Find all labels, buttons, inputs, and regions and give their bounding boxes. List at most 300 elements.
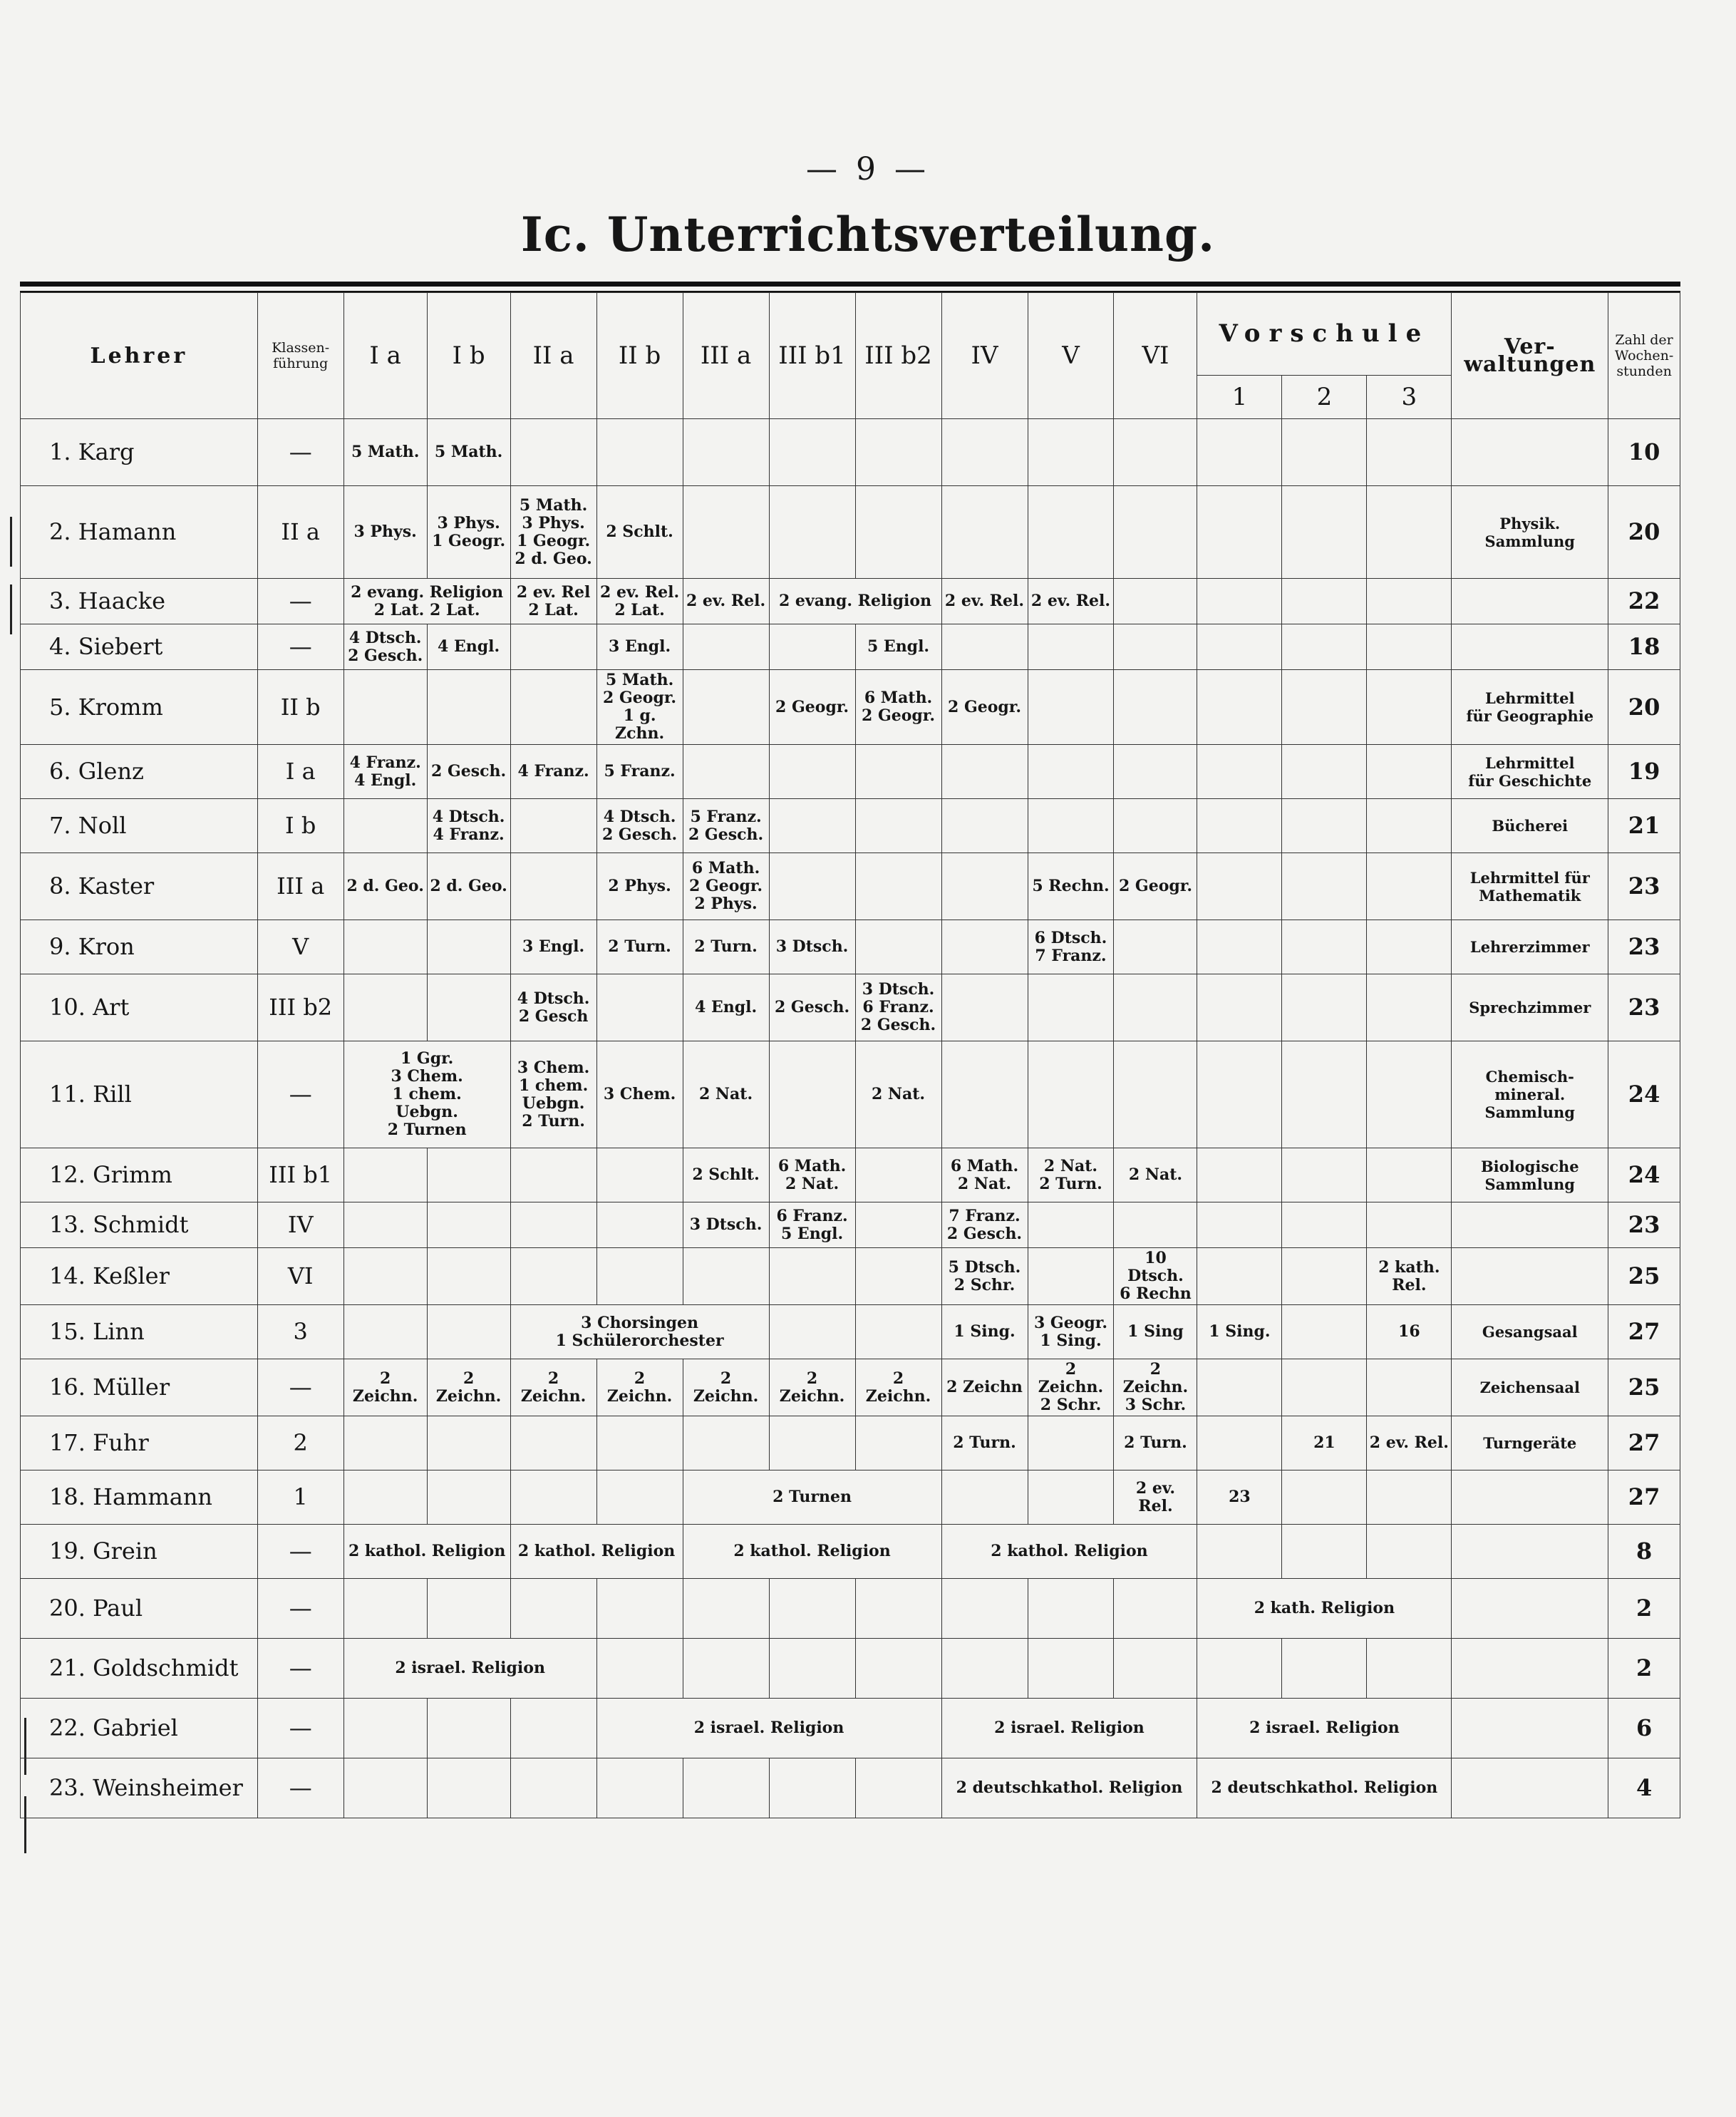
administration-cell: Sprechzimmer (1452, 974, 1608, 1041)
lesson-cell: 2 Turn. (1114, 1416, 1197, 1470)
lesson-cell (941, 1639, 1028, 1699)
weekly-hours: 23 (1608, 920, 1680, 974)
margin-mark (10, 517, 12, 567)
table-row (21, 1416, 1680, 1470)
lesson-cell (427, 920, 510, 974)
lesson-cell: 6 Dtsch. 7 Franz. (1028, 920, 1114, 974)
administration-cell: Lehrmittel für Mathematik (1452, 853, 1608, 920)
lesson-cell (1197, 579, 1282, 624)
lesson-cell (510, 419, 596, 486)
administration-cell: Lehrmittel für Geschichte (1452, 745, 1608, 799)
header-vorschule-3: 3 (1367, 376, 1452, 419)
class-lead: — (257, 1699, 343, 1758)
teacher-name: 21. Goldschmidt (21, 1639, 258, 1699)
lesson-cell (596, 1202, 683, 1248)
class-lead: — (257, 1579, 343, 1639)
lesson-cell (1367, 974, 1452, 1041)
lesson-cell (855, 1639, 941, 1699)
lesson-cell: 3 Dtsch. (769, 920, 855, 974)
lesson-cell (1197, 1416, 1282, 1470)
table-row (21, 1579, 1680, 1639)
lesson-cell (769, 486, 855, 579)
lesson-cell (1028, 1041, 1114, 1148)
table-body (21, 419, 1680, 1818)
header-class: II a (510, 293, 596, 419)
lesson-cell: 16 (1367, 1305, 1452, 1359)
class-lead: I b (257, 799, 343, 853)
lesson-cell (941, 1470, 1028, 1525)
lesson-cell: 23 (1197, 1470, 1282, 1525)
class-lead: — (257, 1041, 343, 1148)
lesson-cell (1197, 1202, 1282, 1248)
weekly-hours: 8 (1608, 1525, 1680, 1579)
lesson-cell (1282, 974, 1367, 1041)
administration-cell (1452, 1470, 1608, 1525)
weekly-hours: 22 (1608, 579, 1680, 624)
lesson-cell: 5 Rechn. (1028, 853, 1114, 920)
teacher-name: 18. Hammann (21, 1470, 258, 1525)
lesson-cell (1197, 974, 1282, 1041)
lesson-cell (1197, 745, 1282, 799)
lesson-cell (855, 1416, 941, 1470)
teacher-name: 17. Fuhr (21, 1416, 258, 1470)
lesson-cell (1367, 1470, 1452, 1525)
class-lead: V (257, 920, 343, 974)
teacher-name: 3. Haacke (21, 579, 258, 624)
lesson-cell: 2 israel. Religion (1197, 1699, 1452, 1758)
header-class: I b (427, 293, 510, 419)
header-verwaltungen: Ver- waltungen (1452, 293, 1608, 419)
lesson-cell (1282, 1359, 1367, 1416)
lesson-cell (1114, 1041, 1197, 1148)
lesson-cell: 4 Engl. (683, 974, 769, 1041)
lesson-cell: 1 Sing. (941, 1305, 1028, 1359)
lesson-cell (1197, 1639, 1282, 1699)
lesson-cell (769, 1248, 855, 1305)
lesson-cell (510, 799, 596, 853)
lesson-cell: 3 Dtsch. 6 Franz. 2 Gesch. (855, 974, 941, 1041)
weekly-hours: 27 (1608, 1305, 1680, 1359)
lesson-cell (1282, 1470, 1367, 1525)
header-class: I a (343, 293, 427, 419)
lesson-cell: 2 israel. Religion (941, 1699, 1197, 1758)
lesson-cell (510, 1579, 596, 1639)
class-lead: VI (257, 1248, 343, 1305)
teacher-name: 15. Linn (21, 1305, 258, 1359)
lesson-cell: 2 Zeichn. 2 Schr. (1028, 1359, 1114, 1416)
lesson-cell (596, 1470, 683, 1525)
lesson-cell (343, 1202, 427, 1248)
table-row (21, 1525, 1680, 1579)
lesson-cell (1197, 799, 1282, 853)
class-lead: I a (257, 745, 343, 799)
lesson-cell (769, 853, 855, 920)
lesson-cell (683, 419, 769, 486)
lesson-cell (683, 1758, 769, 1818)
margin-mark (10, 584, 12, 634)
title-rule (20, 282, 1680, 287)
lesson-cell (1197, 1248, 1282, 1305)
lesson-cell (683, 486, 769, 579)
lesson-cell (1028, 1202, 1114, 1248)
administration-cell (1452, 1579, 1608, 1639)
lesson-cell (855, 1579, 941, 1639)
class-lead: III b1 (257, 1148, 343, 1202)
lesson-cell: 2 Gesch. (427, 745, 510, 799)
table-row (21, 1758, 1680, 1818)
lesson-cell (1114, 670, 1197, 745)
header-class: VI (1114, 293, 1197, 419)
lesson-cell (343, 1248, 427, 1305)
table-row (21, 419, 1680, 486)
lesson-cell (343, 1699, 427, 1758)
lesson-cell (1114, 799, 1197, 853)
lesson-cell: 4 Dtsch. 2 Gesch. (596, 799, 683, 853)
administration-cell: Biologische Sammlung (1452, 1148, 1608, 1202)
weekly-hours: 19 (1608, 745, 1680, 799)
lesson-cell (1282, 579, 1367, 624)
lesson-cell: 2 ev. Rel 2 Lat. (510, 579, 596, 624)
lesson-cell (1282, 1639, 1367, 1699)
lesson-cell (1197, 920, 1282, 974)
lesson-cell: 2 ev. Rel. (1367, 1416, 1452, 1470)
lesson-cell: 2 d. Geo. (427, 853, 510, 920)
lesson-cell: 3 Chorsingen 1 Schülerorchester (510, 1305, 769, 1359)
table-row (21, 670, 1680, 745)
lesson-cell (596, 419, 683, 486)
administration-cell (1452, 579, 1608, 624)
class-lead: II b (257, 670, 343, 745)
lesson-cell: 2 Zeichn. (596, 1359, 683, 1416)
lesson-cell (683, 1416, 769, 1470)
class-lead: — (257, 419, 343, 486)
teacher-name: 5. Kromm (21, 670, 258, 745)
lesson-cell (1028, 1416, 1114, 1470)
lesson-cell (683, 1248, 769, 1305)
lesson-cell (1197, 1041, 1282, 1148)
teacher-name: 2. Hamann (21, 486, 258, 579)
lesson-cell: 2 israel. Religion (596, 1699, 941, 1758)
lesson-cell: 6 Franz. 5 Engl. (769, 1202, 855, 1248)
lesson-cell (1114, 974, 1197, 1041)
lesson-cell (1114, 920, 1197, 974)
lesson-cell: 3 Engl. (510, 920, 596, 974)
lesson-cell: 5 Engl. (855, 624, 941, 670)
lesson-cell: 2 ev. Rel. (1114, 1470, 1197, 1525)
distribution-table-wrapper (20, 292, 1680, 1917)
lesson-cell (855, 1758, 941, 1818)
weekly-hours: 25 (1608, 1248, 1680, 1305)
administration-cell (1452, 1248, 1608, 1305)
lesson-cell: 6 Math. 2 Nat. (941, 1148, 1028, 1202)
lesson-cell (343, 1416, 427, 1470)
table-row (21, 486, 1680, 579)
table-row (21, 1248, 1680, 1305)
lesson-cell (1282, 486, 1367, 579)
class-lead: — (257, 1639, 343, 1699)
class-lead: — (257, 624, 343, 670)
lesson-cell (769, 419, 855, 486)
class-lead: 2 (257, 1416, 343, 1470)
lesson-cell (427, 974, 510, 1041)
lesson-cell: 5 Math. (343, 419, 427, 486)
lesson-cell (1367, 670, 1452, 745)
header-class: III b1 (769, 293, 855, 419)
lesson-cell: 2 kathol. Religion (510, 1525, 683, 1579)
teacher-name: 10. Art (21, 974, 258, 1041)
lesson-cell: 4 Dtsch. 2 Gesch (510, 974, 596, 1041)
lesson-cell: 2 ev. Rel. (1028, 579, 1114, 624)
table-row (21, 1470, 1680, 1525)
teacher-name: 19. Grein (21, 1525, 258, 1579)
administration-cell: Zeichensaal (1452, 1359, 1608, 1416)
lesson-cell (855, 1305, 941, 1359)
lesson-cell: 2 Zeichn. (769, 1359, 855, 1416)
lesson-cell: 2 Schlt. (596, 486, 683, 579)
teacher-name: 6. Glenz (21, 745, 258, 799)
lesson-cell (343, 1470, 427, 1525)
lesson-cell: 2 Turnen (683, 1470, 941, 1525)
header-vorschule-2: 2 (1282, 376, 1367, 419)
lesson-cell: 2 Nat. (1114, 1148, 1197, 1202)
lesson-cell (1197, 624, 1282, 670)
lesson-cell (1282, 1525, 1367, 1579)
lesson-cell (1282, 419, 1367, 486)
lesson-cell: 2 Gesch. (769, 974, 855, 1041)
lesson-cell (1028, 1470, 1114, 1525)
table-row (21, 920, 1680, 974)
lesson-cell: 10 Dtsch. 6 Rechn (1114, 1248, 1197, 1305)
lesson-cell: 2 Zeichn (941, 1359, 1028, 1416)
lesson-cell (769, 1639, 855, 1699)
distribution-table (20, 292, 1680, 1818)
lesson-cell (1114, 624, 1197, 670)
lesson-cell: 2 ev. Rel. 2 Lat. (596, 579, 683, 624)
administration-cell: Gesangsaal (1452, 1305, 1608, 1359)
lesson-cell (1028, 419, 1114, 486)
lesson-cell (1197, 1148, 1282, 1202)
administration-cell: Turngeräte (1452, 1416, 1608, 1470)
table-row (21, 974, 1680, 1041)
teacher-name: 14. Keßler (21, 1248, 258, 1305)
lesson-cell (1367, 579, 1452, 624)
lesson-cell (941, 745, 1028, 799)
lesson-cell (1028, 1248, 1114, 1305)
teacher-name: 9. Kron (21, 920, 258, 974)
lesson-cell: 2 Zeichn. (510, 1359, 596, 1416)
table-row (21, 1639, 1680, 1699)
lesson-cell: 2 Zeichn. (855, 1359, 941, 1416)
lesson-cell (1367, 486, 1452, 579)
lesson-cell (1028, 1639, 1114, 1699)
lesson-cell (1282, 670, 1367, 745)
header-wochenstunden: Zahl der Wochen- stunden (1608, 293, 1680, 419)
lesson-cell: 2 Geogr. (941, 670, 1028, 745)
lesson-cell (510, 1758, 596, 1818)
lesson-cell (1282, 1041, 1367, 1148)
lesson-cell (427, 1579, 510, 1639)
lesson-cell (596, 974, 683, 1041)
administration-cell: Bücherei (1452, 799, 1608, 853)
lesson-cell (1028, 624, 1114, 670)
lesson-cell (1028, 486, 1114, 579)
lesson-cell (1367, 920, 1452, 974)
lesson-cell (1282, 1305, 1367, 1359)
lesson-cell (1367, 853, 1452, 920)
lesson-cell: 2 Turn. (596, 920, 683, 974)
administration-cell: Chemisch- mineral. Sammlung (1452, 1041, 1608, 1148)
lesson-cell: 2 kathol. Religion (941, 1525, 1197, 1579)
lesson-cell (769, 1305, 855, 1359)
lesson-cell (1114, 1202, 1197, 1248)
lesson-cell (769, 1758, 855, 1818)
lesson-cell (1197, 1525, 1282, 1579)
teacher-name: 13. Schmidt (21, 1202, 258, 1248)
lesson-cell (427, 1470, 510, 1525)
lesson-cell (427, 670, 510, 745)
lesson-cell: 2 kath. Religion (1197, 1579, 1452, 1639)
lesson-cell (1367, 745, 1452, 799)
administration-cell (1452, 1639, 1608, 1699)
lesson-cell (1367, 1041, 1452, 1148)
table-row (21, 624, 1680, 670)
administration-cell (1452, 1699, 1608, 1758)
lesson-cell (427, 1202, 510, 1248)
lesson-cell (1114, 486, 1197, 579)
lesson-cell (1028, 745, 1114, 799)
lesson-cell (855, 1248, 941, 1305)
lesson-cell: 2 evang. Religion 2 Lat. 2 Lat. (343, 579, 510, 624)
lesson-cell (769, 624, 855, 670)
weekly-hours: 23 (1608, 974, 1680, 1041)
lesson-cell (855, 1202, 941, 1248)
lesson-cell: 5 Franz. 2 Gesch. (683, 799, 769, 853)
lesson-cell (941, 419, 1028, 486)
lesson-cell: 5 Math. 2 Geogr. 1 g. Zchn. (596, 670, 683, 745)
lesson-cell (510, 1148, 596, 1202)
lesson-cell: 2 Turn. (941, 1416, 1028, 1470)
lesson-cell: 2 ev. Rel. (941, 579, 1028, 624)
lesson-cell (1282, 1148, 1367, 1202)
lesson-cell (427, 1699, 510, 1758)
administration-cell: Physik. Sammlung (1452, 486, 1608, 579)
lesson-cell (510, 1699, 596, 1758)
lesson-cell (596, 1758, 683, 1818)
lesson-cell (427, 1248, 510, 1305)
header-vorschule: Vorschule (1197, 293, 1452, 376)
lesson-cell (596, 1416, 683, 1470)
administration-cell (1452, 624, 1608, 670)
lesson-cell (683, 745, 769, 799)
lesson-cell (510, 1248, 596, 1305)
lesson-cell: 2 Zeichn. (427, 1359, 510, 1416)
header-vorschule-1: 1 (1197, 376, 1282, 419)
lesson-cell: 3 Geogr. 1 Sing. (1028, 1305, 1114, 1359)
lesson-cell (510, 670, 596, 745)
lesson-cell (1367, 624, 1452, 670)
lesson-cell: 7 Franz. 2 Gesch. (941, 1202, 1028, 1248)
lesson-cell: 3 Chem. 1 chem. Uebgn. 2 Turn. (510, 1041, 596, 1148)
weekly-hours: 27 (1608, 1470, 1680, 1525)
lesson-cell (941, 1579, 1028, 1639)
lesson-cell (1114, 1579, 1197, 1639)
lesson-cell: 4 Engl. (427, 624, 510, 670)
lesson-cell (1114, 579, 1197, 624)
lesson-cell: 6 Math. 2 Geogr. 2 Phys. (683, 853, 769, 920)
lesson-cell (510, 853, 596, 920)
lesson-cell (769, 1041, 855, 1148)
lesson-cell: 4 Dtsch. 2 Gesch. (343, 624, 427, 670)
lesson-cell: 21 (1282, 1416, 1367, 1470)
lesson-cell: 2 Turn. (683, 920, 769, 974)
administration-cell: Lehrerzimmer (1452, 920, 1608, 974)
lesson-cell (510, 1202, 596, 1248)
lesson-cell: 3 Phys. 1 Geogr. (427, 486, 510, 579)
header-class: II b (596, 293, 683, 419)
lesson-cell (596, 1579, 683, 1639)
lesson-cell (510, 1416, 596, 1470)
lesson-cell: 2 Nat. (683, 1041, 769, 1148)
weekly-hours: 4 (1608, 1758, 1680, 1818)
lesson-cell (596, 1639, 683, 1699)
teacher-name: 8. Kaster (21, 853, 258, 920)
class-lead: 1 (257, 1470, 343, 1525)
lesson-cell (855, 1148, 941, 1202)
lesson-cell (343, 670, 427, 745)
teacher-name: 4. Siebert (21, 624, 258, 670)
lesson-cell (1282, 920, 1367, 974)
class-lead: IV (257, 1202, 343, 1248)
lesson-cell (343, 920, 427, 974)
lesson-cell: 4 Franz. 4 Engl. (343, 745, 427, 799)
lesson-cell: 5 Dtsch. 2 Schr. (941, 1248, 1028, 1305)
weekly-hours: 2 (1608, 1639, 1680, 1699)
lesson-cell (941, 920, 1028, 974)
lesson-cell (510, 624, 596, 670)
table-row (21, 799, 1680, 853)
weekly-hours: 27 (1608, 1416, 1680, 1470)
lesson-cell: 4 Dtsch. 4 Franz. (427, 799, 510, 853)
lesson-cell (855, 419, 941, 486)
lesson-cell (343, 974, 427, 1041)
lesson-cell (941, 853, 1028, 920)
header-class: V (1028, 293, 1114, 419)
lesson-cell (1114, 1639, 1197, 1699)
lesson-cell (683, 624, 769, 670)
lesson-cell (769, 1579, 855, 1639)
lesson-cell: 2 evang. Religion (769, 579, 941, 624)
lesson-cell: 5 Math. 3 Phys. 1 Geogr. 2 d. Geo. (510, 486, 596, 579)
table-row (21, 1148, 1680, 1202)
weekly-hours: 25 (1608, 1359, 1680, 1416)
lesson-cell (1028, 670, 1114, 745)
administration-cell (1452, 419, 1608, 486)
lesson-cell: 1 Sing. (1197, 1305, 1282, 1359)
lesson-cell (683, 1579, 769, 1639)
lesson-cell: 4 Franz. (510, 745, 596, 799)
lesson-cell (769, 1416, 855, 1470)
teacher-name: 1. Karg (21, 419, 258, 486)
lesson-cell (1114, 745, 1197, 799)
lesson-cell (510, 1470, 596, 1525)
lesson-cell (1028, 974, 1114, 1041)
lesson-cell (1197, 1359, 1282, 1416)
header-class: III b2 (855, 293, 941, 419)
weekly-hours: 21 (1608, 799, 1680, 853)
lesson-cell (1367, 1359, 1452, 1416)
lesson-cell: 2 Zeichn. (683, 1359, 769, 1416)
header-class: III a (683, 293, 769, 419)
